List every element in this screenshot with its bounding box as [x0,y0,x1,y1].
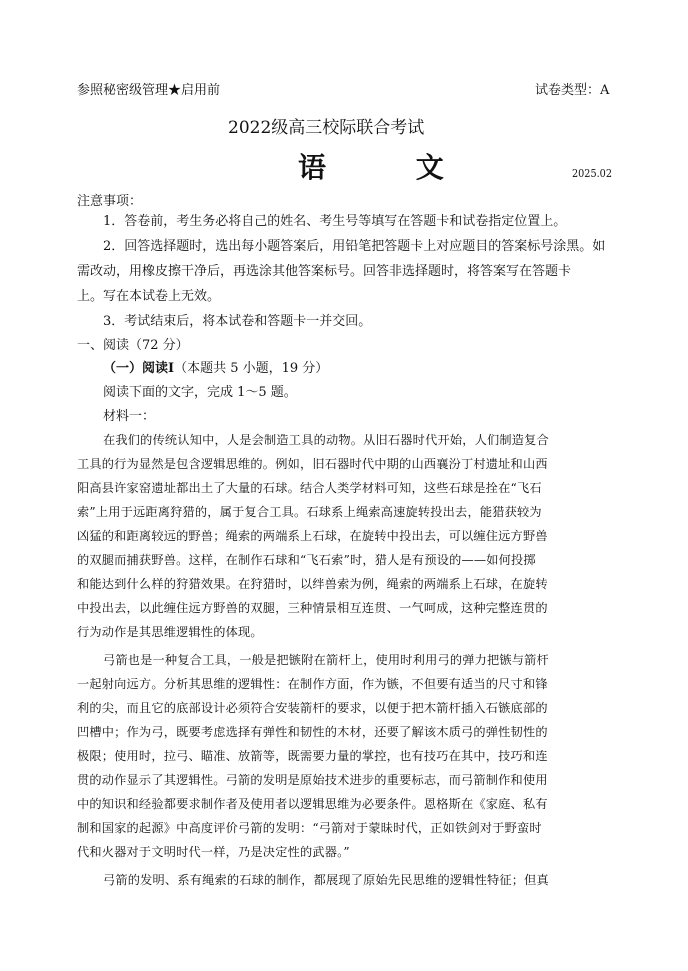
passage-line: 的双腿而捕获野兽。这样，在制作石球和“飞石索”时，猎人是有预设的——如何投掷 [77,553,536,567]
passage-line: 凶猛的和距离较远的野兽；绳索的两端系上石球，在旋转中投出去，可以缠住远方野兽 [77,529,548,543]
passage-line: 在我们的传统认知中，人是会制造工具的动物。从旧石器时代开始，人们制造复合 [103,433,549,447]
passage-line: 行为动作是其思维逻辑性的体现。 [77,625,263,639]
confidentiality-note: 参照秘密级管理★启用前 [77,83,221,98]
subsection-title: （一）阅读Ⅰ [103,361,175,376]
instruction: 阅读下面的文字，完成 1～5 题。 [103,385,297,400]
passage-line: 工具的行为显然是包含逻辑思维的。例如，旧石器时代中期的山西襄汾丁村遗址和山西 [77,457,548,471]
section-heading: 一、阅读（72 分） [77,338,189,353]
notice-line: 2．回答选择题时，选出每小题答案后，用铅笔把答题卡上对应题目的答案标号涂黑。如 [103,239,606,254]
subject-title: 语 文 [298,151,484,184]
passage-line: 一起射向远方。分析其思维的逻辑性：在制作方面，作为镞，不但要有适当的尺寸和锋 [77,677,548,691]
passage-line: 阳高县许家窑遗址都出土了大量的石球。结合人类学材料可知，这些石球是拴在“飞石 [77,481,542,495]
notice-label: 注意事项： [77,194,143,209]
passage-line: 利的尖，而且它的底部设计必须符合安装箭杆的要求，以便于把木箭杆插入石镞底部的 [77,701,548,715]
passage-line: 代和火器对于文明时代一样，乃是决定性的武器。” [77,845,350,859]
paper-type: 试卷类型：A [535,83,610,98]
passage-line: 中投出去，以此缠住远方野兽的双腿，三种情景相互连贯、一气呵成，这种完整连贯的 [77,601,548,615]
subsection-detail: （本题共 5 小题，19 分） [174,361,329,376]
passage-line: 制和国家的起源》中高度评价弓箭的发明：“弓箭对于蒙昧时代，正如铁剑对于野蛮时 [77,821,542,835]
passage-line: 极限；使用时，拉弓、瞄准、放箭等，既需要力量的掌控，也有技巧在其中，技巧和连 [77,749,548,763]
passage-line: 和能达到什么样的狩猎效果。在狩猎时，以绊兽索为例，绳索的两端系上石球，在旋转 [77,577,548,591]
exam-title: 2022级高三校际联合考试 [228,118,425,138]
passage-line: 弓箭也是一种复合工具，一般是把镞附在箭杆上，使用时利用弓的弹力把镞与箭杆 [103,653,549,667]
passage-line: 弓箭的发明、系有绳索的石球的制作，都展现了原始先民思维的逻辑性特征；但真 [103,873,549,887]
notice-line: 1．答卷前，考生务必将自己的姓名、考生号等填写在答题卡和试卷指定位置上。 [103,214,567,229]
material-label: 材料一： [103,409,156,424]
notice-line: 需改动，用橡皮擦干净后，再选涂其他答案标号。回答非选择题时，将答案写在答题卡 [77,264,572,279]
passage-line: 贯的动作显示了其逻辑性。弓箭的发明是原始技术进步的重要标志，而弓箭制作和使用 [77,773,548,787]
passage-line: 中的知识和经验都要求制作者及使用者以逻辑思维为必要条件。恩格斯在《家庭、私有 [77,797,548,811]
subsection-heading [103,362,328,375]
exam-date: 2025.02 [572,167,612,180]
notice-line: 3．考试结束后，将本试卷和答题卡一并交回。 [103,314,372,329]
notice-line: 上。写在本试卷上无效。 [77,289,221,304]
passage-line: 索”上用于远距离狩猎的，属于复合工具。石球系上绳索高速旋转投出去，能猎获较为 [77,505,542,519]
passage-line: 凹槽中；作为弓，既要考虑选择有弹性和韧性的木材，还要了解该木质弓的弹性韧性的 [77,725,548,739]
